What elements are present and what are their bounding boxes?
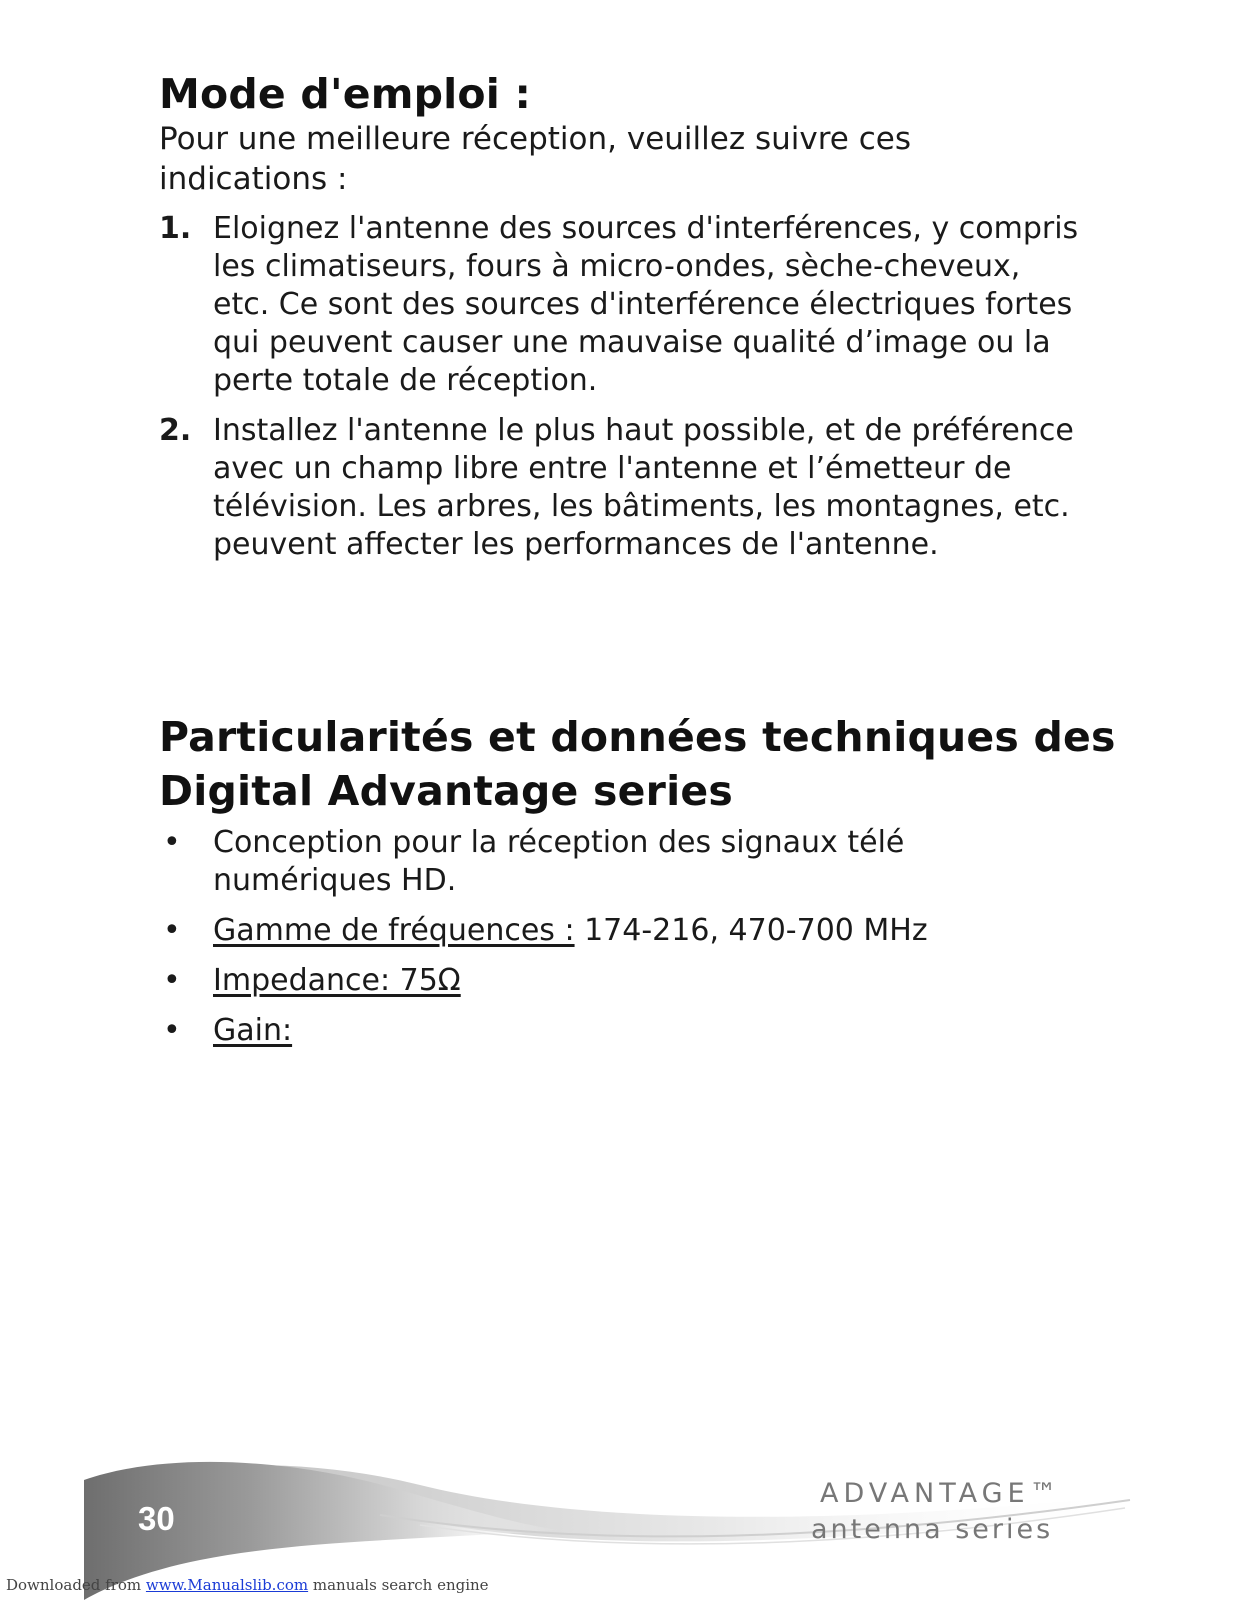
manualslib-link[interactable]: www.Manualslib.com: [145, 1576, 309, 1594]
item-number: 2.: [159, 413, 192, 448]
spec-item: [159, 1012, 1079, 1050]
section-title-specs: Particularités et données techniques des: [159, 713, 1116, 761]
download-suffix: manuals search engine: [308, 1576, 489, 1594]
instruction-item: [159, 210, 1079, 400]
section-title-mode-emploi: Mode d'emploi :: [159, 70, 532, 118]
page-number: 30: [138, 1500, 175, 1537]
bullet: •: [163, 825, 181, 860]
bullet: •: [163, 913, 181, 948]
item-number: 1.: [159, 211, 192, 246]
section-title-specs-line2: Digital Advantage series: [159, 767, 733, 815]
spec-item: [159, 824, 1079, 900]
spec-text: Conception pour la réception des signaux télé numériques HD.: [213, 825, 905, 898]
spec-label: Impedance: 75Ω: [213, 963, 461, 998]
spec-value: 174-216, 470-700 MHz: [574, 913, 928, 948]
spec-label: Gain:: [213, 1013, 293, 1048]
spec-item: [159, 912, 1079, 950]
specs-list: [159, 824, 1079, 1050]
instruction-list: [159, 210, 1079, 564]
instruction-item: [159, 412, 1079, 564]
download-prefix: Downloaded from: [6, 1576, 146, 1594]
spec-item: [159, 962, 1079, 1000]
bullet: •: [163, 963, 181, 998]
spec-label: Gamme de fréquences :: [213, 913, 575, 948]
download-note: [6, 1576, 489, 1594]
brand-antenna-series: antenna series: [811, 1514, 1054, 1545]
item-text: Installez l'antenne le plus haut possible, et de préférence avec un champ libre entre l'antenne et l’émetteur de télévision. Les arbres, les bâtiments, les montagnes, etc. peuvent affecter les performances de l'antenne.: [213, 413, 1074, 562]
bullet: •: [163, 1013, 181, 1048]
intro-text: Pour une meilleure réception, veuillez suivre ces indications :: [159, 121, 911, 197]
brand-advantage: ADVANTAGE™: [820, 1478, 1062, 1509]
item-text: Eloignez l'antenne des sources d'interférences, y compris les climatiseurs, fours à micro-ondes, sèche-cheveux, etc. Ce sont des sources d'interférence électriques fortes qui peuvent causer une mauvaise qualité d’image ou la perte totale de réception.: [213, 211, 1079, 398]
